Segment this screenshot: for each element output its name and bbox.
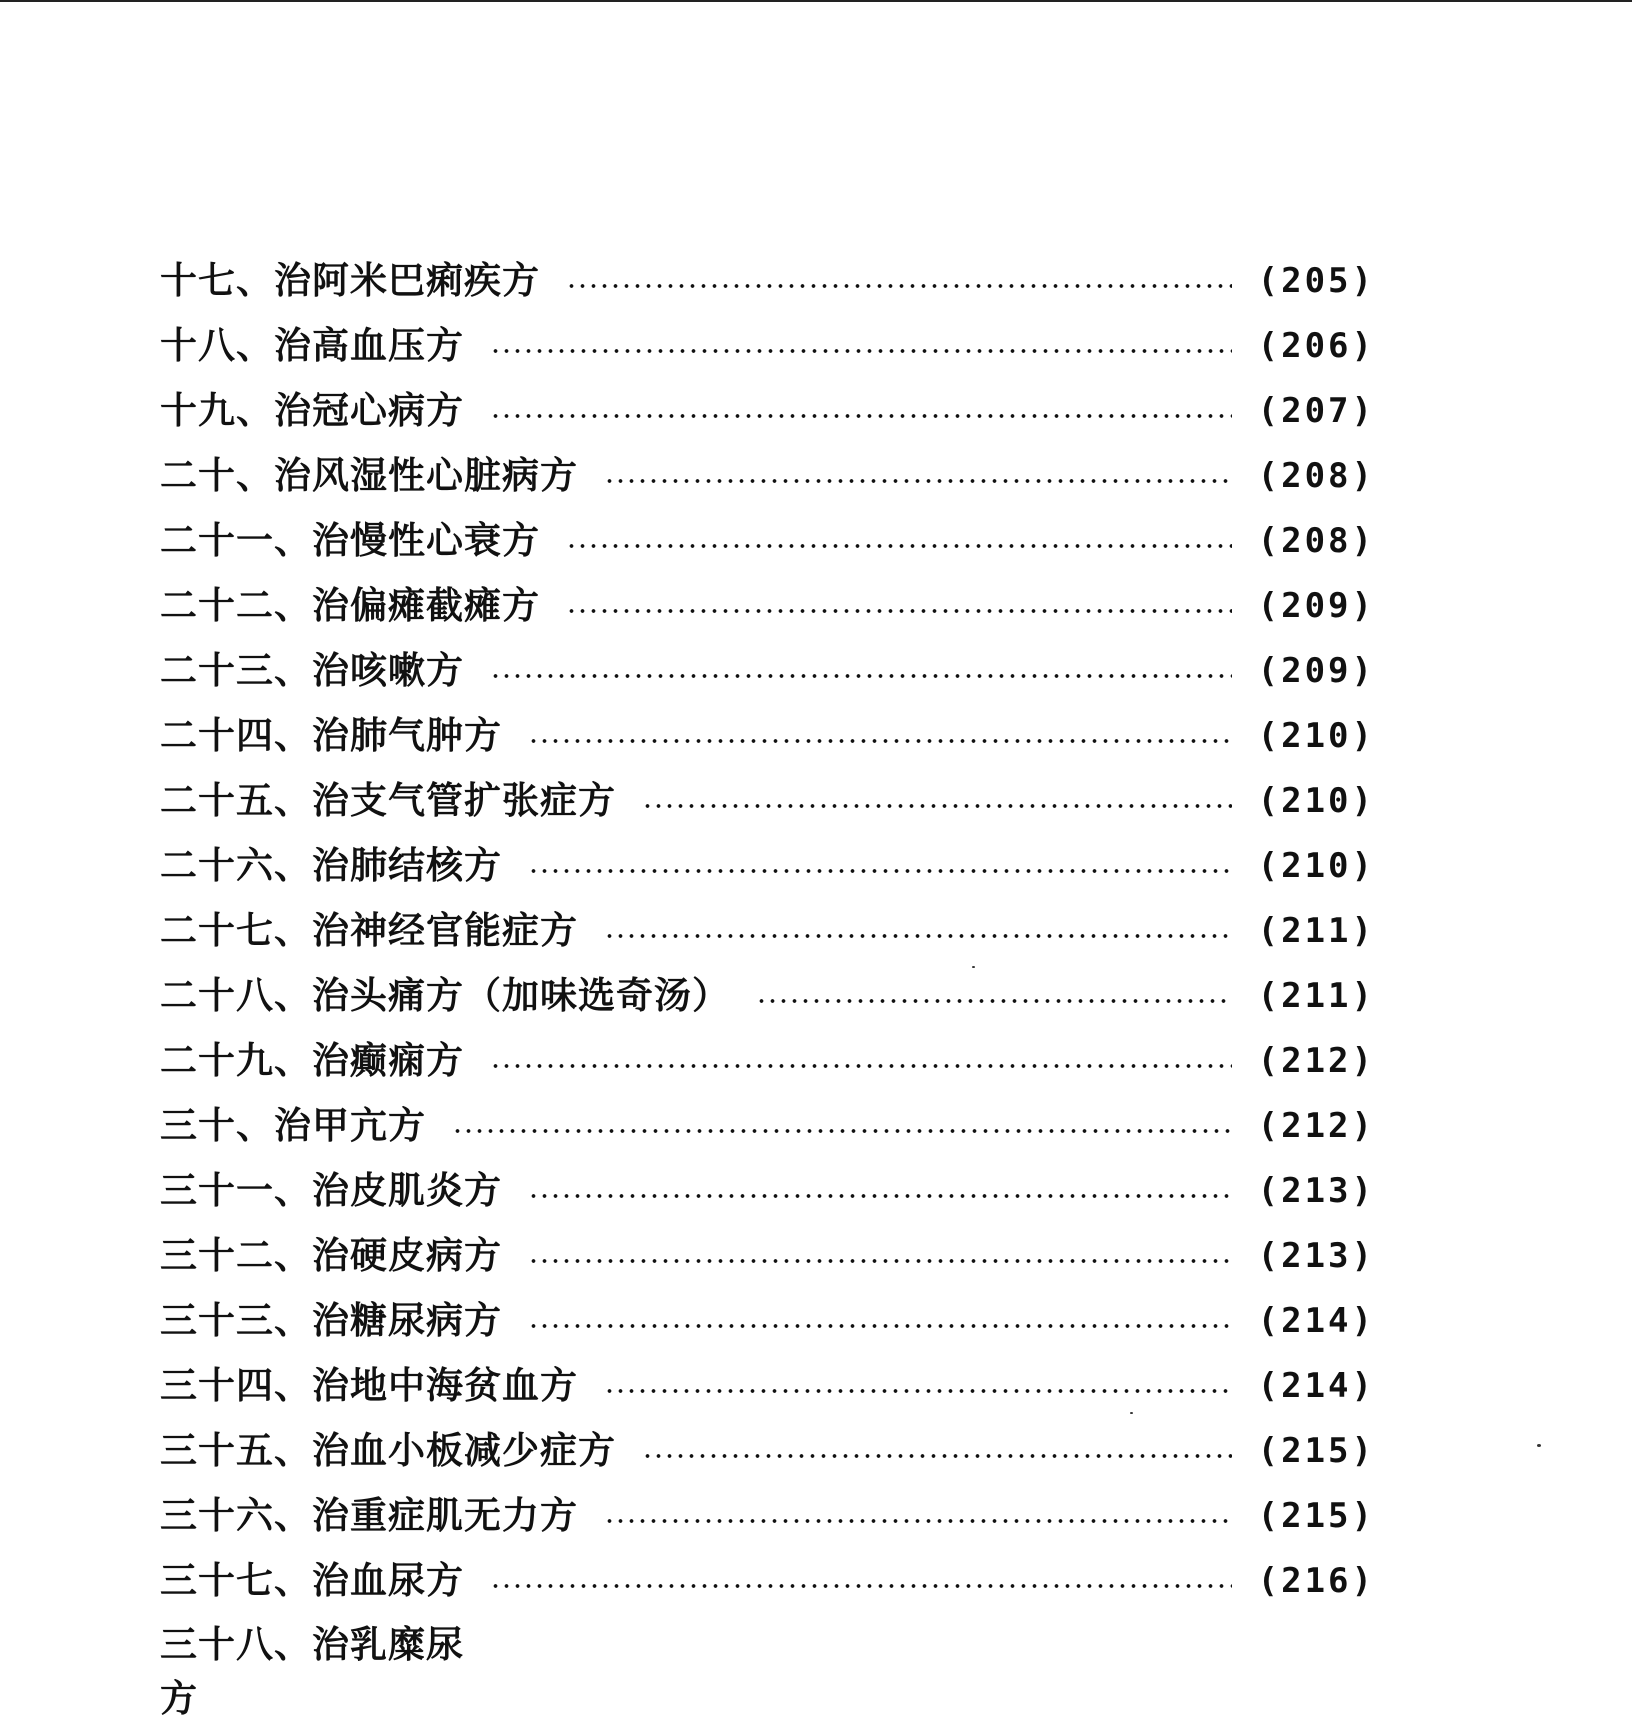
- toc-entry: [160, 443, 1375, 508]
- dot-leader: [528, 1258, 1232, 1264]
- toc-entry-title: 十九、治冠心病方: [160, 388, 464, 432]
- toc-entry: [160, 1028, 1375, 1093]
- toc-entry-page: (216): [1257, 1560, 1375, 1601]
- dot-leader: [604, 1518, 1232, 1524]
- toc-entry-page: (205): [1257, 260, 1375, 301]
- toc-entry-title: 二十七、治神经官能症方: [160, 908, 578, 952]
- toc-entry-page: (214): [1257, 1300, 1375, 1341]
- toc-entry-title: 十七、治阿米巴痢疾方: [160, 258, 540, 302]
- dot-leader: [528, 1193, 1232, 1199]
- toc-entry: [160, 1288, 1375, 1353]
- dot-leader: [452, 1128, 1232, 1134]
- toc-entry-title: 二十二、治偏瘫截瘫方: [160, 583, 540, 627]
- toc-entry-title: 二十八、治头痛方（加味选奇汤）: [160, 973, 730, 1017]
- toc-entry-page: (210): [1257, 715, 1375, 756]
- toc-entry: [160, 1093, 1375, 1158]
- toc-entry-title: 二十三、治咳嗽方: [160, 648, 464, 692]
- toc-entry-title: 三十五、治血小板减少症方: [160, 1428, 616, 1472]
- toc-entry: [160, 248, 1375, 313]
- toc-entry-title: 二十四、治肺气肿方: [160, 713, 502, 757]
- toc-entry-title: 三十七、治血尿方: [160, 1558, 464, 1602]
- toc-entry: [160, 963, 1375, 1028]
- toc-entry-title: 二十、治风湿性心脏病方: [160, 453, 578, 497]
- toc-entry: [160, 313, 1375, 378]
- cut-off-entry-title: 三十八、治乳糜尿方: [160, 1622, 464, 1720]
- dot-leader: [528, 738, 1232, 744]
- toc-entry-page: (211): [1257, 975, 1375, 1016]
- toc-entry-page: (212): [1257, 1040, 1375, 1081]
- toc-entry-title: 三十三、治糖尿病方: [160, 1298, 502, 1342]
- dot-leader: [642, 1453, 1232, 1459]
- scan-speck: [1130, 1412, 1133, 1414]
- toc-entry-title: 十八、治高血压方: [160, 323, 464, 367]
- dot-leader: [490, 1063, 1232, 1069]
- toc-entry-title: 二十五、治支气管扩张症方: [160, 778, 616, 822]
- toc-entry-page: (211): [1257, 910, 1375, 951]
- toc-entry-page: (214): [1257, 1365, 1375, 1406]
- toc-entry-page: (210): [1257, 845, 1375, 886]
- dot-leader: [604, 478, 1232, 484]
- dot-leader: [528, 1323, 1232, 1329]
- toc-entry-page: (213): [1257, 1170, 1375, 1211]
- toc-entry-page: (207): [1257, 390, 1375, 431]
- dot-leader: [490, 1583, 1232, 1589]
- table-of-contents: [160, 248, 1375, 1613]
- dot-leader: [490, 673, 1232, 679]
- dot-leader: [490, 348, 1232, 354]
- toc-entry-title: 二十一、治慢性心衰方: [160, 518, 540, 562]
- toc-entry: [160, 378, 1375, 443]
- scan-speck: [1537, 1444, 1541, 1447]
- toc-entry-title: 二十六、治肺结核方: [160, 843, 502, 887]
- dot-leader: [642, 803, 1232, 809]
- toc-entry-page: (210): [1257, 780, 1375, 821]
- scan-speck: [972, 966, 975, 968]
- toc-entry: [160, 1418, 1375, 1483]
- dot-leader: [604, 933, 1232, 939]
- dot-leader: [490, 413, 1232, 419]
- toc-entry: [160, 638, 1375, 703]
- toc-entry-title: 三十四、治地中海贫血方: [160, 1363, 578, 1407]
- toc-entry-page: (213): [1257, 1235, 1375, 1276]
- dot-leader: [566, 283, 1232, 289]
- dot-leader: [756, 998, 1232, 1004]
- toc-entry-page: (215): [1257, 1430, 1375, 1471]
- dot-leader: [566, 543, 1232, 549]
- toc-entry: [160, 1158, 1375, 1223]
- toc-entry: [160, 898, 1375, 963]
- toc-entry: [160, 703, 1375, 768]
- toc-entry-title: 三十、治甲亢方: [160, 1103, 426, 1147]
- toc-entry-page: (206): [1257, 325, 1375, 366]
- toc-entry: [160, 1353, 1375, 1418]
- toc-entry-title: 三十二、治硬皮病方: [160, 1233, 502, 1277]
- toc-entry-page: (215): [1257, 1495, 1375, 1536]
- toc-entry-page: (208): [1257, 520, 1375, 561]
- toc-entry-title: 三十六、治重症肌无力方: [160, 1493, 578, 1537]
- toc-entry: [160, 508, 1375, 573]
- toc-entry-page: (208): [1257, 455, 1375, 496]
- dot-leader: [604, 1388, 1232, 1394]
- toc-entry: [160, 1223, 1375, 1288]
- toc-entry: [160, 768, 1375, 833]
- toc-entry-page: (209): [1257, 585, 1375, 626]
- cut-off-toc-entry: [160, 1618, 500, 1720]
- toc-entry-page: (209): [1257, 650, 1375, 691]
- toc-entry-title: 二十九、治癫痫方: [160, 1038, 464, 1082]
- dot-leader: [566, 608, 1232, 614]
- toc-entry: [160, 1483, 1375, 1548]
- toc-entry: [160, 833, 1375, 898]
- toc-entry-title: 三十一、治皮肌炎方: [160, 1168, 502, 1212]
- toc-entry: [160, 1548, 1375, 1613]
- toc-entry-page: (212): [1257, 1105, 1375, 1146]
- dot-leader: [528, 868, 1232, 874]
- toc-entry: [160, 573, 1375, 638]
- top-border-rule: [0, 0, 1632, 2]
